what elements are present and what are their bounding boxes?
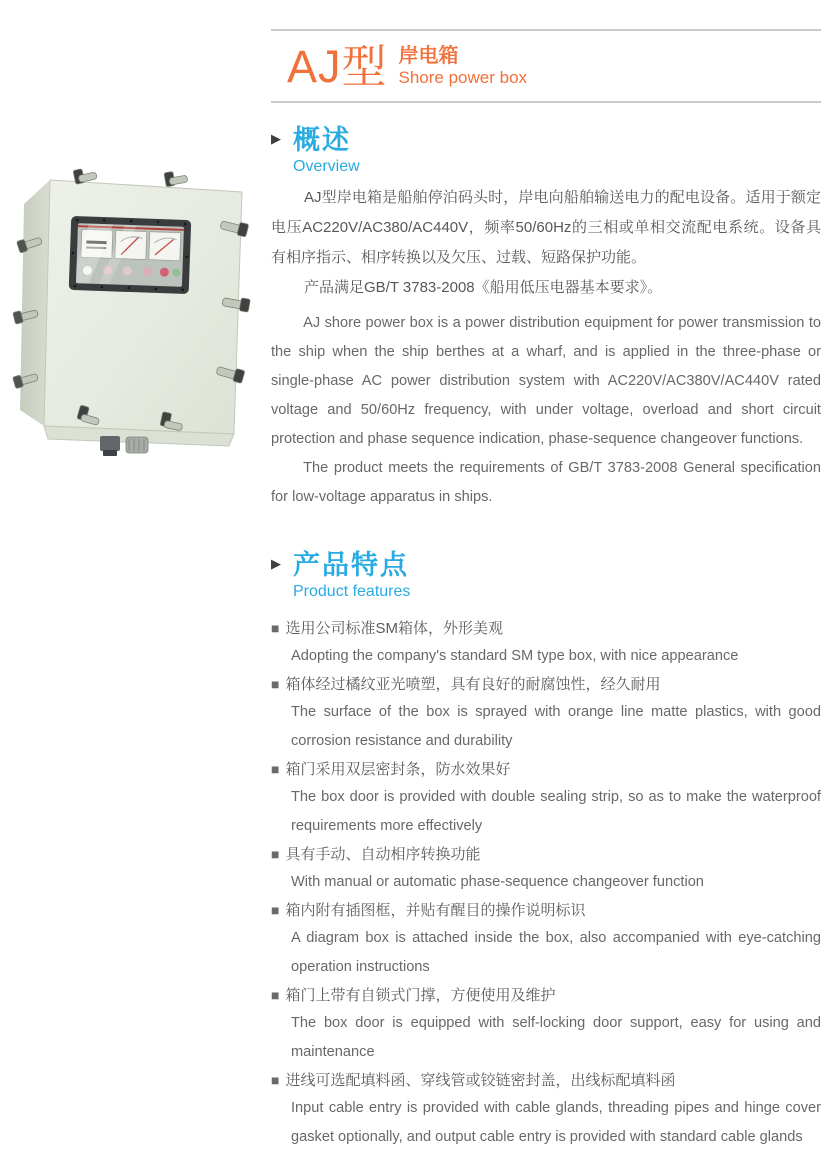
product-subtitle xyxy=(399,44,528,88)
product-model-title: AJ型 xyxy=(287,41,388,92)
overview-paragraph-en: AJ shore power box is a power distribution equipment for power transmission to the ship when the ship berthes at a wharf, and is applied in the three-phase or single-phase AC power distribution system with AC220V/AC380V/AC440V rated voltage and 50/60Hz frequency, with under voltage, overload and short circuit protection and phase sequence indication, phase-sequence changeover functions. xyxy=(271,315,821,448)
feature-desc-en: The surface of the box is sprayed with orange line matte plastics, with good corrosion resistance and durability xyxy=(291,704,821,750)
bullet-square-icon: ■ xyxy=(271,987,280,1004)
product-photo xyxy=(8,158,264,458)
features-section-header xyxy=(271,550,821,601)
feature-list xyxy=(271,615,821,1152)
feature-title-cn: 选用公司标准SM箱体，外形美观 xyxy=(285,620,503,638)
feature-item xyxy=(271,756,821,841)
feature-item xyxy=(271,897,821,982)
overview-english-text xyxy=(271,309,821,512)
section-marker-icon: ▶ xyxy=(271,131,281,146)
feature-title-cn: 箱门上带有自锁式门撑，方便使用及维护 xyxy=(285,987,556,1005)
feature-item xyxy=(271,982,821,1067)
overview-heading-cn: 概述 xyxy=(293,125,351,155)
bullet-square-icon: ■ xyxy=(271,1072,280,1089)
feature-title-cn: 箱体经过橘纹亚光喷塑，具有良好的耐腐蚀性，经久耐用 xyxy=(285,676,661,694)
section-marker-icon: ▶ xyxy=(271,556,281,572)
content-column xyxy=(271,0,821,1152)
bullet-square-icon: ■ xyxy=(271,902,280,919)
feature-title-cn: 箱内附有插图框，并贴有醒目的操作说明标识 xyxy=(285,902,586,920)
overview-chinese-text xyxy=(271,183,821,303)
shore-power-box-image xyxy=(8,158,264,458)
overview-paragraph-en: The product meets the requirements of GB/T 3783-2008 General specification for low-voltage apparatus in ships. xyxy=(271,460,821,506)
overview-paragraph-cn: AJ型岸电箱是船舶停泊码头时，岸电向船舶输送电力的配电设备。适用于额定电压AC220V/AC380/AC440V，频率50/60Hz的三相或单相交流配电系统。设备具有相序指示、相序转换以及欠压、过载、短路保护功能。 xyxy=(271,189,821,267)
features-heading-cn: 产品特点 xyxy=(293,550,409,581)
feature-desc-en: Input cable entry is provided with cable glands, threading pipes and hinge cover gasket optionally, and output cable entry is provided with standard cable glands xyxy=(291,1100,821,1146)
header-bottom-rule xyxy=(271,101,821,103)
section-product-features xyxy=(271,550,821,1152)
product-name-cn: 岸电箱 xyxy=(398,45,459,68)
section-overview xyxy=(271,125,821,512)
feature-item xyxy=(271,1067,821,1152)
feature-item xyxy=(271,841,821,897)
product-name-en: Shore power box xyxy=(398,68,528,88)
page-header xyxy=(271,31,821,101)
overview-section-header xyxy=(271,125,821,176)
bullet-square-icon: ■ xyxy=(271,761,280,778)
feature-item xyxy=(271,615,821,671)
feature-desc-en: A diagram box is attached inside the box, also accompanied with eye-catching operation instructions xyxy=(291,930,821,976)
feature-desc-en: With manual or automatic phase-sequence changeover function xyxy=(291,874,704,891)
feature-desc-en: Adopting the company's standard SM type box, with nice appearance xyxy=(291,648,739,665)
feature-title-cn: 箱门采用双层密封条，防水效果好 xyxy=(285,761,511,779)
overview-heading-en: Overview xyxy=(293,158,360,176)
bullet-square-icon: ■ xyxy=(271,846,280,863)
overview-paragraph-cn: 产品满足GB/T 3783-2008《船用低压电器基本要求》。 xyxy=(304,279,663,297)
bullet-square-icon: ■ xyxy=(271,676,280,693)
feature-desc-en: The box door is provided with double sealing strip, so as to make the waterproof requirements more effectively xyxy=(291,789,821,835)
features-heading-en: Product features xyxy=(293,583,411,601)
feature-title-cn: 具有手动、自动相序转换功能 xyxy=(285,846,481,864)
feature-item xyxy=(271,671,821,756)
feature-title-cn: 进线可选配填料函、穿线管或铰链密封盖，出线标配填料函 xyxy=(285,1072,676,1090)
bullet-square-icon: ■ xyxy=(271,620,280,637)
feature-desc-en: The box door is equipped with self-locking door support, easy for using and maintenance xyxy=(291,1015,821,1061)
